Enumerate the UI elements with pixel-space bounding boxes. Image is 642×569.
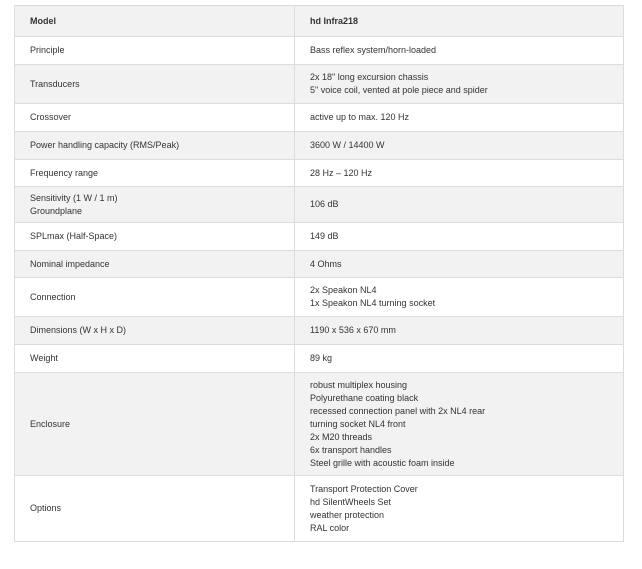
spec-label-line: Frequency range xyxy=(30,167,99,178)
spec-value xyxy=(295,373,624,476)
spec-value-line: 89 kg xyxy=(310,353,333,363)
spec-value-line: 2x M20 threads xyxy=(310,431,373,442)
spec-value-line: recessed connection panel with 2x NL4 rear xyxy=(310,405,486,416)
table-row xyxy=(15,317,624,345)
table-row xyxy=(15,132,624,160)
spec-value-line: Transport Protection Cover xyxy=(310,483,418,494)
spec-value xyxy=(295,187,624,223)
spec-value-line: 149 dB xyxy=(310,231,339,241)
table-row xyxy=(15,373,624,476)
spec-value-line: 28 Hz – 120 Hz xyxy=(310,167,373,178)
spec-value-line: Polyurethane coating black xyxy=(310,392,419,403)
spec-label-line: Crossover xyxy=(30,112,72,122)
spec-label-line: Connection xyxy=(30,291,76,302)
table-row xyxy=(15,476,624,542)
spec-value xyxy=(295,345,624,373)
spec-value-line: 2x Speakon NL4 xyxy=(310,285,377,295)
spec-value-line: Bass reflex system/horn-loaded xyxy=(310,45,437,55)
spec-label xyxy=(15,251,295,278)
spec-label xyxy=(15,223,295,251)
spec-table xyxy=(14,5,624,542)
spec-value-line: robust multiplex housing xyxy=(310,379,408,390)
spec-value-line: turning socket NL4 front xyxy=(310,418,406,429)
spec-value xyxy=(295,476,624,542)
table-row xyxy=(15,187,624,223)
spec-value-line: active up to max. 120 Hz xyxy=(310,112,410,122)
spec-value xyxy=(295,160,624,187)
table-row xyxy=(15,223,624,251)
spec-value-line: 106 dB xyxy=(310,199,339,209)
spec-label xyxy=(15,345,295,373)
spec-label xyxy=(15,132,295,160)
spec-label xyxy=(15,37,295,65)
spec-label-line: Power handling capacity (RMS/Peak) xyxy=(30,140,180,150)
spec-label-line: Dimensions (W x H x D) xyxy=(30,325,127,335)
spec-label xyxy=(15,476,295,542)
spec-value-line: 5" voice coil, vented at pole piece and spider xyxy=(310,85,488,95)
spec-label-line: Nominal impedance xyxy=(30,258,110,269)
spec-value xyxy=(295,65,624,104)
spec-value xyxy=(295,37,624,65)
spec-label xyxy=(15,65,295,104)
spec-label-line: Principle xyxy=(30,45,65,55)
spec-label xyxy=(15,373,295,476)
spec-label xyxy=(15,187,295,223)
spec-label-line: Options xyxy=(30,503,62,513)
table-row xyxy=(15,37,624,65)
spec-value-line: 6x transport handles xyxy=(310,444,392,455)
spec-value xyxy=(295,278,624,317)
spec-value-line: 3600 W / 14400 W xyxy=(310,140,385,150)
table-row xyxy=(15,345,624,373)
spec-value xyxy=(295,104,624,132)
table-row xyxy=(15,104,624,132)
table-row xyxy=(15,160,624,187)
spec-label xyxy=(15,278,295,317)
spec-label xyxy=(15,160,295,187)
spec-label xyxy=(15,317,295,345)
table-row xyxy=(15,251,624,278)
spec-value xyxy=(295,317,624,345)
spec-label-line: SPLmax (Half-Space) xyxy=(30,231,118,241)
spec-label-line: Enclosure xyxy=(30,418,71,429)
table-row xyxy=(15,278,624,317)
table-row xyxy=(15,65,624,104)
spec-table-body xyxy=(15,6,624,542)
spec-label-line: Transducers xyxy=(30,78,80,89)
spec-value-line: hd SilentWheels Set xyxy=(310,496,392,507)
spec-value-line: 2x 18" long excursion chassis xyxy=(310,72,429,82)
spec-value xyxy=(295,132,624,160)
spec-label-line: Weight xyxy=(30,353,58,363)
spec-value-line: 1x Speakon NL4 turning socket xyxy=(310,298,436,308)
spec-value-line: 1190 x 536 x 670 mm xyxy=(310,325,396,335)
spec-label-line: Groundplane xyxy=(30,205,83,216)
spec-value xyxy=(295,251,624,278)
spec-value xyxy=(295,223,624,251)
spec-label xyxy=(15,104,295,132)
spec-value-line: 4 Ohms xyxy=(310,258,342,269)
spec-value-line: RAL color xyxy=(310,522,350,533)
spec-label-line: Sensitivity (1 W / 1 m) xyxy=(30,192,118,203)
spec-value-line: weather protection xyxy=(310,509,385,520)
header-value: hd Infra218 xyxy=(295,6,624,37)
spec-value-line: Steel grille with acoustic foam inside xyxy=(310,457,455,468)
header-label: Model xyxy=(15,6,295,37)
header-row xyxy=(15,6,624,37)
